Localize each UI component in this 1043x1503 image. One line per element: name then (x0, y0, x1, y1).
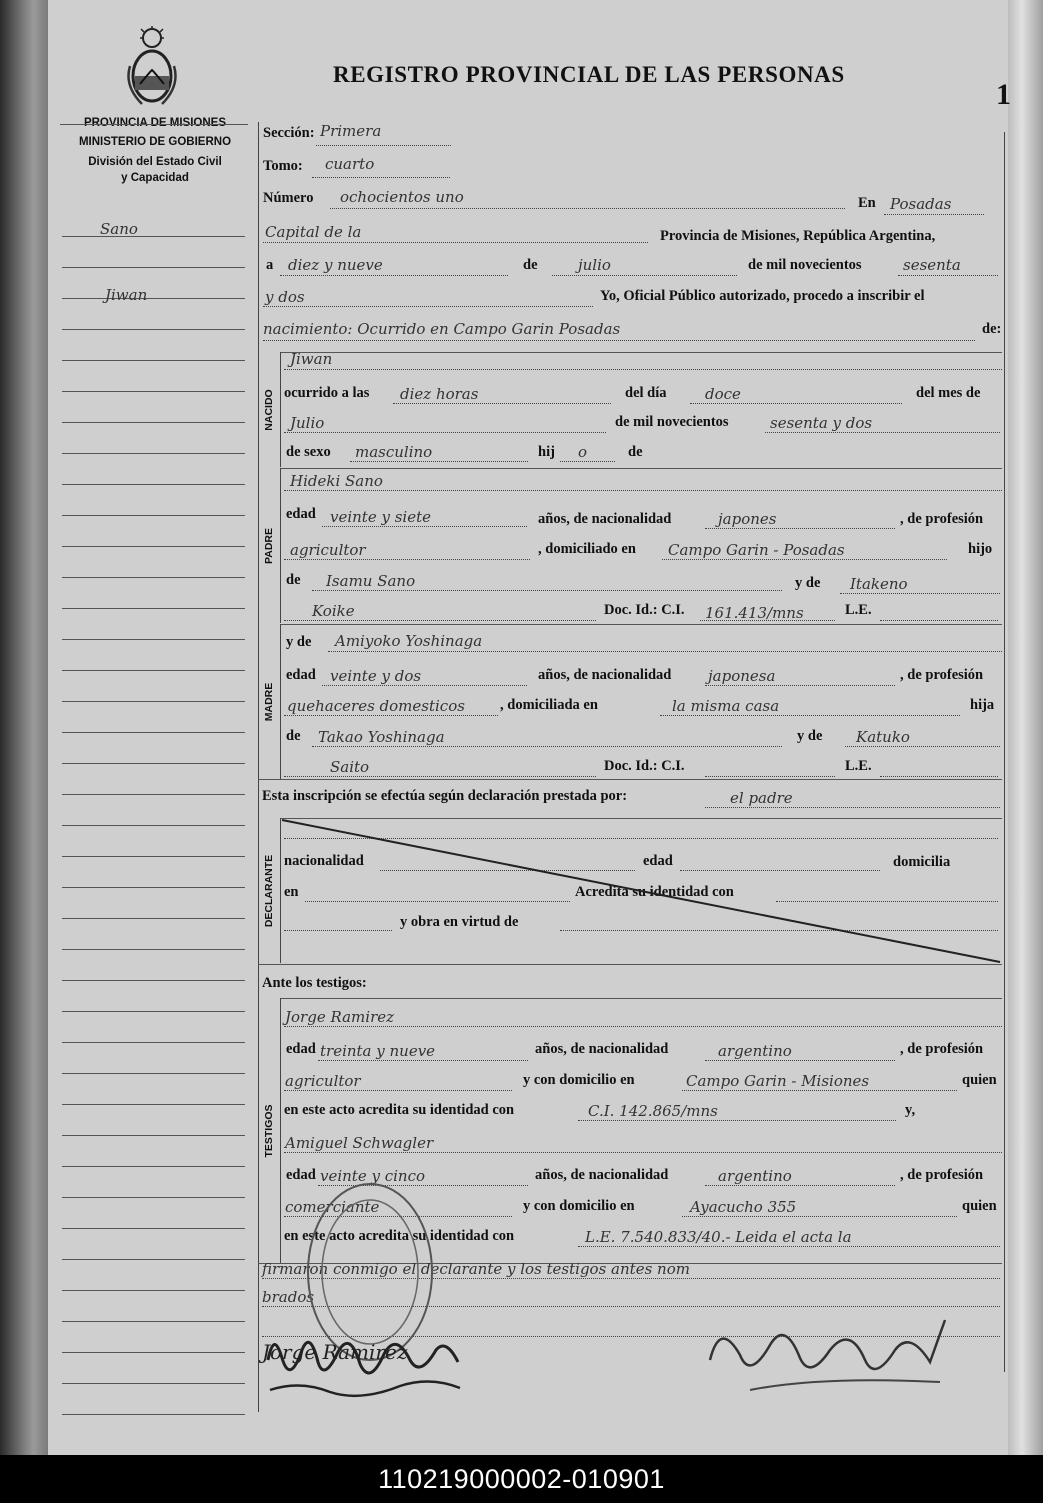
margin-rule-line (62, 980, 245, 981)
madre-dom-line (660, 715, 960, 716)
padre-nac-line (705, 528, 895, 529)
t1-acredita-label: en este acto acredita su identidad con (284, 1102, 515, 1118)
margin-surname: Sano (100, 220, 138, 238)
declaracion-value: el padre (730, 789, 793, 807)
padre-dom-label: , domiciliado en (538, 541, 636, 557)
padre-mother-line (840, 593, 1000, 594)
t1-edad-value: treinta y nueve (320, 1042, 436, 1060)
margin-rule-line (62, 639, 245, 640)
en-value: Posadas (890, 195, 952, 213)
sexo-label: de sexo (286, 444, 331, 460)
madre-section-label: MADRE (263, 682, 275, 721)
t1-dom-value: Campo Garin - Misiones (686, 1072, 870, 1090)
tomo-line (312, 177, 450, 178)
decl-nacionalidad-label: nacionalidad (284, 853, 364, 869)
margin-rule-line (62, 298, 245, 299)
declaracion-line (705, 807, 1000, 808)
t2-prof-label: , de profesión (900, 1167, 984, 1183)
margin-rule-line (62, 1321, 245, 1322)
padre-section-label: PADRE (263, 527, 275, 564)
year-value-1: sesenta (903, 256, 961, 274)
nacido-de-label: de (628, 444, 643, 460)
t2-name-line (284, 1152, 1002, 1153)
t2-nac-value: argentino (718, 1167, 792, 1185)
margin-rule-line (62, 453, 245, 454)
madre-divider (280, 624, 281, 779)
madre-prof-line (284, 715, 498, 716)
madre-mother-value-2: Saito (330, 758, 370, 776)
hij-line (560, 461, 615, 462)
madre-doc-label: Doc. Id.: C.I. (604, 758, 685, 774)
margin-rule-line (62, 794, 245, 795)
madre-father-value: Takao Yoshinaga (318, 728, 445, 746)
seccion-value: Primera (320, 122, 382, 140)
madre-top-line (280, 624, 1002, 625)
margin-rule-line (62, 1042, 245, 1043)
margin-rule-line (62, 1259, 245, 1260)
margin-rule-line (62, 1135, 245, 1136)
margin-rule-line (62, 918, 245, 919)
day-born-value: doce (705, 385, 741, 403)
margin-rule-line (62, 1228, 245, 1229)
t2-edad-value: veinte y cinco (320, 1167, 426, 1185)
padre-doc-line (700, 620, 835, 621)
month-value: julio (578, 256, 611, 274)
margin-rule-line (62, 701, 245, 702)
margin-rule-line (62, 1011, 245, 1012)
t2-edad-label: edad (286, 1167, 316, 1183)
nacido-section-label: NACIDO (263, 388, 275, 431)
padre-doc-label: Doc. Id.: C.I. (604, 602, 685, 618)
numero-value: ochocientos uno (340, 188, 464, 206)
t2-prof-value: comerciante (285, 1198, 380, 1216)
t1-nac-label: años, de nacionalidad (535, 1041, 669, 1057)
margin-rule-line (62, 608, 245, 609)
t2-acredita-label: en este acto acredita su identidad con (284, 1228, 515, 1244)
madre-mother2-line (284, 776, 596, 777)
month-born-line (284, 432, 606, 433)
margin-top-line (60, 124, 248, 125)
margin-rule-line (62, 1166, 245, 1167)
madre-yde-label: y de (286, 634, 312, 650)
year-born-value: sesenta y dos (770, 414, 873, 432)
year-line-2 (263, 306, 593, 307)
margin-rule-line (62, 236, 245, 237)
padre-mother2-line (284, 620, 596, 621)
dept-line-2: MINISTERIO DE GOBIERNO (78, 136, 232, 148)
padre-father-line (312, 590, 782, 591)
margin-rule-line (62, 856, 245, 857)
t1-edad-line (318, 1060, 528, 1061)
numero-line (330, 208, 845, 209)
padre-de-label: de (286, 572, 301, 588)
padre-le-line (880, 620, 998, 621)
acto-line (263, 340, 975, 341)
margin-rule-line (62, 1383, 245, 1384)
book-spine (0, 0, 48, 1455)
margin-rule-line (62, 329, 245, 330)
del-dia-label: del día (625, 385, 667, 401)
padre-prof-label: , de profesión (900, 511, 984, 527)
margin-rule-line (62, 391, 245, 392)
decl-domicilia-label: domicilia (893, 854, 951, 870)
madre-name-line (328, 651, 1002, 652)
seccion-line (316, 145, 451, 146)
testigos-intro: Ante los testigos: (262, 975, 367, 991)
margin-rule-line (62, 825, 245, 826)
nacido-name-line (284, 369, 1002, 370)
madre-father-line (312, 746, 782, 747)
padre-prof-value: agricultor (290, 541, 366, 559)
testigos-top-line (258, 964, 1002, 965)
day-line (280, 275, 508, 276)
t2-nac-label: años, de nacionalidad (535, 1167, 669, 1183)
margin-rule-line (62, 1290, 245, 1291)
madre-edad-label: edad (286, 667, 316, 683)
t1-prof-value: agricultor (285, 1072, 361, 1090)
t2-id-line (578, 1246, 1000, 1247)
official-signature-icon (690, 1300, 960, 1410)
de-label: de (523, 257, 538, 273)
month-born-value: Julio (290, 414, 325, 432)
numero-label: Número (263, 190, 314, 206)
margin-rule-line (62, 422, 245, 423)
margin-rule-line (62, 670, 245, 671)
dept-line-4: y Capacidad (121, 172, 189, 184)
margin-rule-line (62, 1414, 245, 1415)
acto-value: nacimiento: Ocurrido en Campo Garin Posadas (263, 320, 621, 338)
t1-nac-line (705, 1060, 895, 1061)
padre-nac-label: años, de nacionalidad (538, 511, 672, 527)
year-value-2: y dos (265, 288, 305, 306)
margin-rule-line (62, 577, 245, 578)
hour-value: diez horas (400, 385, 479, 403)
year-line-1 (898, 275, 998, 276)
declarante-cancel-stroke (280, 818, 1002, 964)
dept-line-3: División del Estado Civil (88, 156, 222, 168)
sexo-line (350, 461, 528, 462)
t1-dom-label: y con domicilio en (523, 1072, 635, 1088)
nacido-divider (280, 352, 281, 467)
testigos-box-line (280, 998, 1002, 999)
de-colon: de: (982, 321, 1002, 337)
t2-dom-line (682, 1216, 957, 1217)
tomo-label: Tomo: (263, 158, 303, 174)
padre-doc-value: 161.413/mns (705, 604, 804, 622)
dept-line-1: PROVINCIA DE MISIONES (83, 117, 227, 129)
place-value: Capital de la (265, 223, 362, 241)
hij-label: hij (538, 444, 555, 460)
margin-rule-line (62, 887, 245, 888)
decl-obra-label: y obra en virtud de (400, 914, 519, 930)
day-born-line (690, 403, 902, 404)
place-line (263, 242, 648, 243)
margin-rule-line (62, 546, 245, 547)
margin-rule-line (62, 949, 245, 950)
margin-rule-line (62, 732, 245, 733)
t2-dom-label: y con domicilio en (523, 1198, 635, 1214)
t1-id-line (578, 1120, 896, 1121)
hour-line (393, 403, 611, 404)
padre-name-line (284, 490, 1002, 491)
t2-dom-value: Ayacucho 355 (690, 1198, 797, 1216)
t1-dom-line (682, 1090, 957, 1091)
page-number: 1 (996, 78, 1011, 111)
margin-rule-line (62, 1104, 245, 1105)
witness-signature-text: Jorge Ramirez (262, 1340, 408, 1364)
t1-name-line (284, 1026, 1002, 1027)
month-line (552, 275, 737, 276)
year-born-line (765, 432, 1000, 433)
madre-mother-line (845, 746, 1000, 747)
margin-given-name: Jiwan (105, 286, 148, 304)
padre-dom-value: Campo Garin - Posadas (668, 541, 845, 559)
padre-father-value: Isamu Sano (326, 572, 416, 590)
margin-rule-line (62, 515, 245, 516)
madre-yde2-label: y de (797, 728, 823, 744)
document-title: REGISTRO PROVINCIAL DE LAS PERSONAS (333, 62, 845, 87)
declaracion-text: Esta inscripción se efectúa según declaración prestada por: (262, 788, 628, 804)
padre-mother-value-1: Itakeno (850, 575, 908, 593)
padre-divider (280, 468, 281, 623)
padre-edad-label: edad (286, 506, 316, 522)
madre-hija-label: hija (970, 697, 995, 713)
oficial-text: Yo, Oficial Público autorizado, procedo a inscribir el (600, 288, 925, 304)
madre-edad-value: veinte y dos (330, 667, 422, 685)
right-frame-line (1004, 132, 1005, 1372)
padre-nac-value: japones (718, 510, 777, 528)
madre-prof-value: quehaceres domesticos (287, 697, 465, 715)
ocurrido-label: ocurrido a las (284, 385, 370, 401)
madre-nac-label: años, de nacionalidad (538, 667, 672, 683)
madre-doc-line (705, 776, 835, 777)
madre-nac-value: japonesa (708, 667, 776, 685)
padre-top-line (280, 468, 1002, 469)
t1-edad-label: edad (286, 1041, 316, 1057)
a-label: a (266, 257, 274, 273)
margin-rule-line (62, 267, 245, 268)
margin-rule-line (62, 360, 245, 361)
provincia-text: Provincia de Misiones, República Argentina, (660, 228, 936, 244)
year-born-label: de mil novecientos (615, 414, 729, 430)
closing-line-1: firmaron conmigo el declarante y los testigos antes nom (262, 1260, 690, 1278)
testigos-section-label: TESTIGOS (263, 1103, 275, 1158)
decl-en-label: en (284, 884, 299, 900)
margin-rule-line (62, 1073, 245, 1074)
padre-edad-line (322, 526, 527, 527)
padre-edad-value: veinte y siete (330, 508, 432, 526)
padre-hijo-label: hijo (968, 541, 993, 557)
en-label: En (858, 195, 876, 211)
t2-id-value: L.E. 7.540.833/40.- Leida el acta la (585, 1228, 852, 1246)
day-value: diez y nueve (288, 256, 383, 274)
testigos-divider (280, 998, 281, 1263)
seccion-label: Sección: (263, 125, 315, 141)
padre-mother-value-2: Koike (312, 602, 355, 620)
decl-acredita-label: Acredita su identidad con (575, 884, 734, 900)
t2-quien-label: quien (962, 1198, 997, 1214)
declarante-section-label: DECLARANTE (263, 854, 275, 927)
margin-rule-line (62, 1197, 245, 1198)
decl-edad-label: edad (643, 853, 673, 869)
tomo-value: cuarto (325, 155, 375, 173)
padre-name: Hideki Sano (290, 472, 383, 490)
madre-mother-value-1: Katuko (856, 728, 910, 746)
en-line (884, 214, 984, 215)
padre-dom-line (662, 559, 947, 560)
madre-le-line (880, 776, 998, 777)
page-edge (1008, 0, 1043, 1455)
t1-quien-label: quien (962, 1072, 997, 1088)
padre-prof-line (284, 559, 530, 560)
madre-le-label: L.E. (845, 758, 872, 774)
declaracion-top-line (258, 779, 1002, 780)
margin-rule-line (62, 484, 245, 485)
padre-le-label: L.E. (845, 602, 872, 618)
madre-prof-label: , de profesión (900, 667, 984, 683)
t1-prof-label: , de profesión (900, 1041, 984, 1057)
t1-y-label: y, (905, 1102, 916, 1118)
barcode-footer: 110219000002-010901 (0, 1455, 1043, 1503)
nacido-top-line (280, 352, 1002, 353)
nacido-name: Jiwan (290, 350, 333, 368)
t1-nac-value: argentino (718, 1042, 792, 1060)
madre-name: Amiyoko Yoshinaga (335, 632, 483, 650)
sexo-value: masculino (355, 443, 433, 461)
madre-edad-line (322, 685, 527, 686)
t1-name: Jorge Ramirez (285, 1008, 395, 1026)
year-label: de mil novecientos (748, 257, 862, 273)
madre-de-label: de (286, 728, 301, 744)
t2-nac-line (705, 1185, 895, 1186)
closing-line-2: brados (262, 1288, 315, 1306)
del-mes-label: del mes de (916, 385, 981, 401)
padre-yde-label: y de (795, 575, 821, 591)
madre-dom-label: , domiciliada en (500, 697, 598, 713)
margin-rule-line (62, 1352, 245, 1353)
margin-rule-line (62, 763, 245, 764)
hij-value: o (578, 443, 588, 461)
coat-of-arms-icon (122, 26, 182, 108)
t1-prof-line (284, 1090, 512, 1091)
madre-nac-line (705, 685, 895, 686)
t1-id-value: C.I. 142.865/mns (588, 1102, 718, 1120)
madre-dom-value: la misma casa (672, 697, 780, 715)
t2-name: Amiguel Schwagler (285, 1134, 434, 1152)
